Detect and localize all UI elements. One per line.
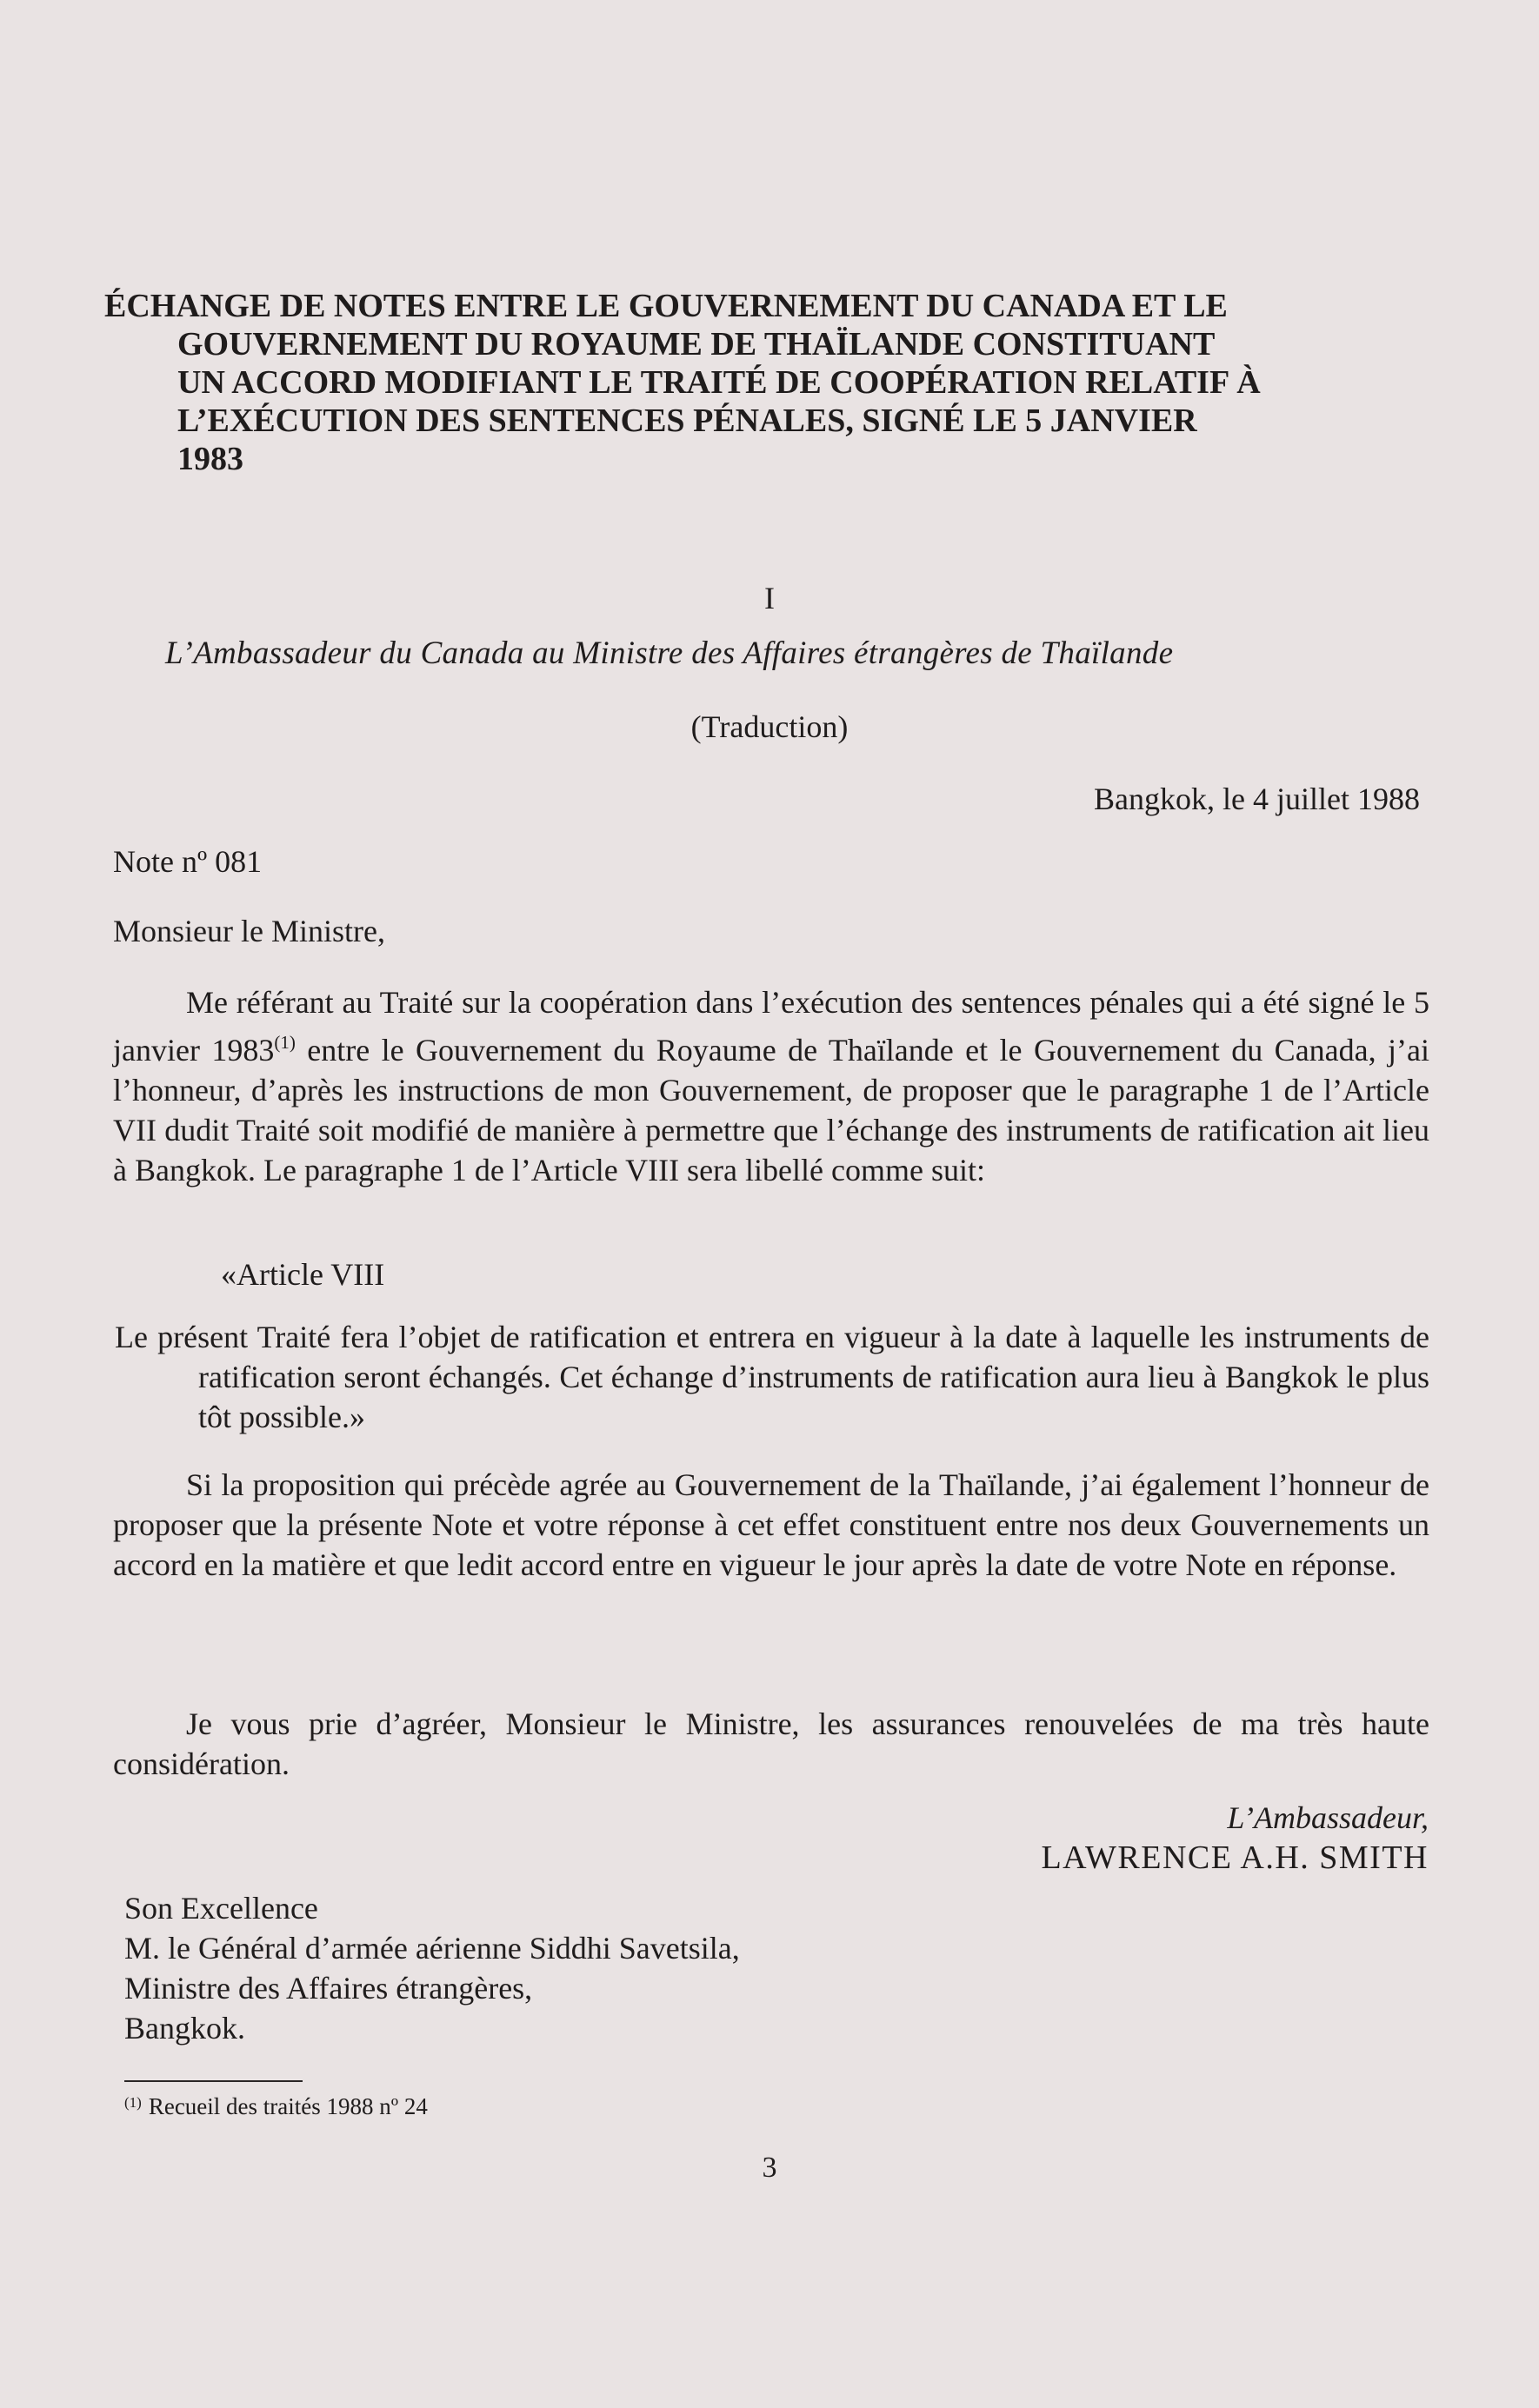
signature-name: LAWRENCE A.H. SMITH — [1041, 1839, 1429, 1876]
addressee-line: Son Excellence — [124, 1891, 318, 1926]
title-line: 1983 — [177, 441, 243, 477]
document-title — [104, 287, 1426, 478]
quoted-article — [115, 1317, 1429, 1437]
addressee-block — [124, 1888, 740, 2048]
footnote — [124, 2093, 428, 2120]
footnote-ref: (1) — [274, 1032, 296, 1053]
title-line: UN ACCORD MODIFIANT LE TRAITÉ DE COOPÉRATION RELATIF À — [177, 364, 1261, 401]
title-line: L’EXÉCUTION DES SENTENCES PÉNALES, SIGNÉ LE 5 JANVIER — [177, 402, 1197, 439]
letter-heading: L’Ambassadeur du Canada au Ministre des Affaires étrangères de Thaïlande — [165, 635, 1174, 671]
addressee-line: Ministre des Affaires étrangères, — [124, 1971, 533, 2006]
page-number: 3 — [762, 2152, 777, 2184]
section-numeral: I — [764, 581, 775, 615]
quoted-article-title: «Article VIII — [221, 1257, 385, 1292]
title-line: ÉCHANGE DE NOTES ENTRE LE GOUVERNEMENT DU CANADA ET LE — [104, 288, 1228, 324]
translation-note: (Traduction) — [690, 709, 849, 744]
addressee-line: Bangkok. — [124, 2011, 245, 2045]
paragraph-1-text-b: entre le Gouvernement du Royaume de Thaïlande et le Gouvernement du Canada, j’ai l’honneur, d’après les instructions de mon Gouvernement, de proposer que le paragraphe 1 de l’Article VII dudit Traité soit modifié de manière à permettre que l’échange des instruments de ratification ait lieu à Bangkok. Le paragraphe 1 de l’Article VIII sera libellé comme suit: — [113, 1033, 1429, 1187]
paragraph-1-text-a: Me référant au Traité sur la coopération dans l’exécution des sentences pénales qui a été signé le 5 janvier 1983 — [113, 985, 1429, 1068]
footnote-divider — [124, 2080, 303, 2082]
addressee-line: M. le Général d’armée aérienne Siddhi Savetsila, — [124, 1931, 740, 1966]
footnote-mark: (1) — [124, 2094, 142, 2111]
signature-role: L’Ambassadeur, — [1227, 1800, 1429, 1835]
salutation: Monsieur le Ministre, — [113, 914, 385, 948]
paragraph-1 — [113, 982, 1429, 1190]
paragraph-2: Si la proposition qui précède agrée au Gouvernement de la Thaïlande, j’ai également l’honneur de proposer que la présente Note et votre réponse à cet effet constituent entre nos deux Gouvernements un accord en la matière et que ledit accord entre en vigueur le jour après la date de votre Note en réponse. — [113, 1467, 1429, 1582]
footnote-text: Recueil des traités 1988 nº 24 — [148, 2093, 428, 2119]
paragraph-3: Je vous prie d’agréer, Monsieur le Ministre, les assurances renouvelées de ma très haute considération. — [113, 1706, 1429, 1781]
date-line: Bangkok, le 4 juillet 1988 — [1094, 782, 1420, 816]
quoted-article-text: Le présent Traité fera l’objet de ratification et entrera en vigueur à la date à laquelle les instruments de ratification seront échangés. Cet échange d’instruments de ratification aura lieu à Bangkok le plus tôt possible.» — [115, 1320, 1429, 1434]
note-number: Note nº 081 — [113, 844, 263, 879]
title-line: GOUVERNEMENT DU ROYAUME DE THAÏLANDE CONSTITUANT — [177, 326, 1216, 363]
